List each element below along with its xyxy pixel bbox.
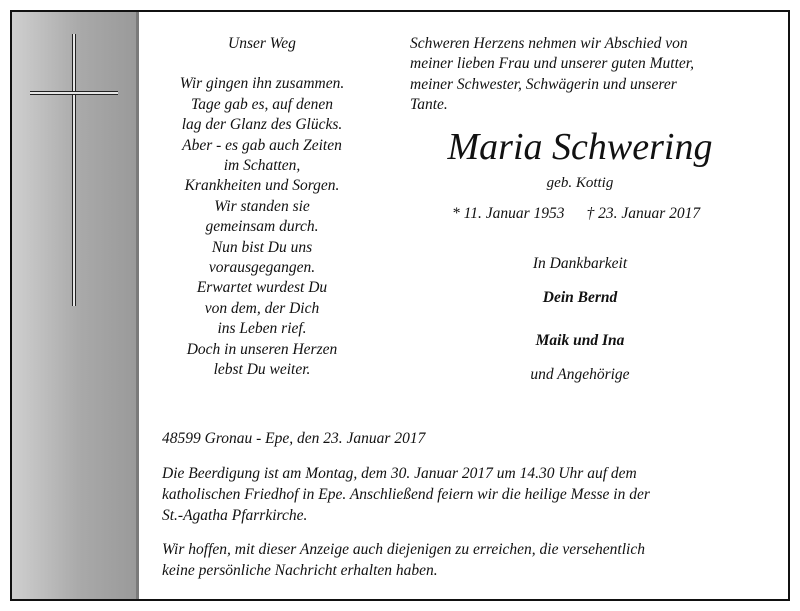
funeral-line: St.-Agatha Pfarrkirche.	[162, 507, 308, 524]
intro-line: Schweren Herzens nehmen wir Abschied von	[410, 35, 688, 52]
poem-line: im Schatten,	[223, 157, 301, 175]
intro-text	[410, 34, 788, 116]
poem-line: Krankheiten und Sorgen.	[184, 177, 340, 195]
stripe-divider	[136, 12, 139, 599]
poem-line: Erwartet wurdest Du	[196, 279, 328, 297]
thanks-line: In Dankbarkeit	[532, 255, 628, 272]
poem-line: ins Leben rief.	[217, 320, 307, 338]
poem-line: vorausgegangen.	[208, 259, 316, 277]
closing-note	[162, 539, 782, 581]
signature-children: Maik und Ina	[535, 332, 625, 349]
poem-line: Wir gingen ihn zusammen.	[179, 75, 345, 93]
maiden-name: geb. Kottig	[546, 175, 614, 191]
poem-line: lag der Glanz des Glücks.	[181, 116, 343, 134]
signature-relatives: und Angehörige	[530, 366, 630, 383]
place-date: 48599 Gronau - Epe, den 23. Januar 2017	[162, 430, 426, 447]
closing-line: keine persönliche Nachricht erhalten haben.	[162, 562, 438, 579]
poem-line: Wir standen sie	[214, 197, 310, 215]
poem-line: Aber - es gab auch Zeiten	[182, 136, 342, 154]
intro-line: meiner lieben Frau und unserer guten Mutter,	[410, 55, 694, 73]
deceased-name: Maria Schwering	[447, 126, 713, 168]
cross-icon	[72, 34, 76, 306]
obituary-notice	[10, 10, 790, 601]
intro-line: meiner Schwester, Schwägerin und unserer	[410, 75, 677, 93]
poem-line: Nun bist Du uns	[211, 238, 313, 256]
funeral-info	[162, 463, 782, 526]
death-date: † 23. Januar 2017	[586, 205, 701, 222]
poem-line: gemeinsam durch.	[205, 218, 319, 236]
funeral-line: katholischen Friedhof in Epe. Anschließend feiern wir die heilige Messe in der	[162, 486, 650, 503]
signature-husband: Dein Bernd	[542, 289, 618, 306]
poem-line: lebst Du weiter.	[213, 361, 311, 379]
birth-date: * 11. Januar 1953	[452, 205, 565, 222]
poem-line: von dem, der Dich	[204, 299, 320, 317]
intro-line: Tante.	[410, 96, 448, 114]
cross-icon-beam	[30, 91, 118, 95]
life-dates	[452, 205, 700, 223]
closing-line: Wir hoffen, mit dieser Anzeige auch diejenigen zu erreichen, die versehentlich	[162, 541, 645, 558]
poem	[152, 34, 372, 381]
poem-title: Unser Weg	[228, 35, 296, 52]
poem-line: Tage gab es, auf denen	[191, 95, 333, 113]
funeral-line: Die Beerdigung ist am Montag, dem 30. Januar 2017 um 14.30 Uhr auf dem	[162, 465, 637, 482]
poem-line: Doch in unseren Herzen	[186, 340, 338, 358]
